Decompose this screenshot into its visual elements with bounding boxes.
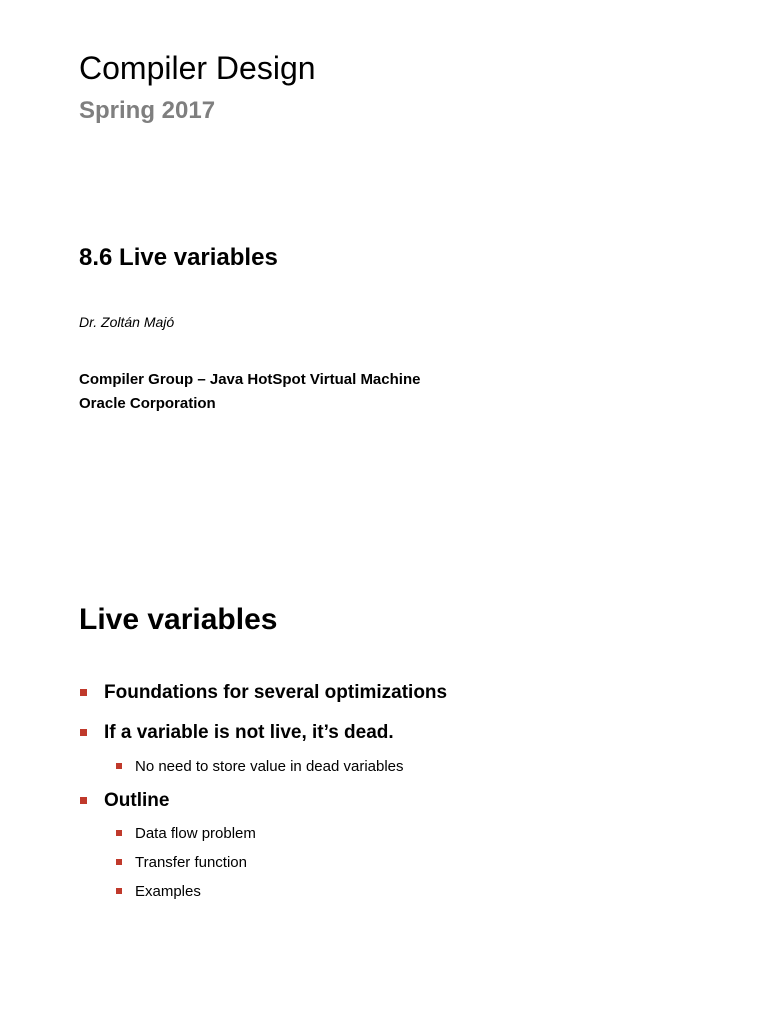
square-bullet-icon bbox=[116, 888, 122, 894]
affiliation-group: Compiler Group – Java HotSpot Virtual Machine bbox=[79, 371, 421, 388]
bullet-text: Foundations for several optimizations bbox=[104, 682, 448, 703]
sub-bullet-text: Transfer function bbox=[135, 854, 247, 871]
square-bullet-icon bbox=[80, 797, 87, 804]
sub-bullet-text: Examples bbox=[135, 883, 201, 900]
affiliation-company: Oracle Corporation bbox=[79, 395, 216, 412]
author-name: Dr. Zoltán Majó bbox=[79, 314, 175, 330]
square-bullet-icon bbox=[116, 830, 122, 836]
sub-bullet-text: No need to store value in dead variables bbox=[135, 758, 404, 775]
slide-title: Live variables bbox=[79, 603, 278, 636]
course-title: Compiler Design bbox=[79, 50, 316, 86]
square-bullet-icon bbox=[116, 763, 122, 769]
sub-bullet-text: Data flow problem bbox=[135, 825, 256, 842]
square-bullet-icon bbox=[80, 729, 87, 736]
square-bullet-icon bbox=[80, 689, 87, 696]
course-term: Spring 2017 bbox=[79, 97, 216, 124]
lecture-title: 8.6 Live variables bbox=[79, 244, 278, 271]
bullet-text: Outline bbox=[104, 790, 170, 811]
bullet-text: If a variable is not live, it’s dead. bbox=[104, 722, 394, 743]
square-bullet-icon bbox=[116, 859, 122, 865]
